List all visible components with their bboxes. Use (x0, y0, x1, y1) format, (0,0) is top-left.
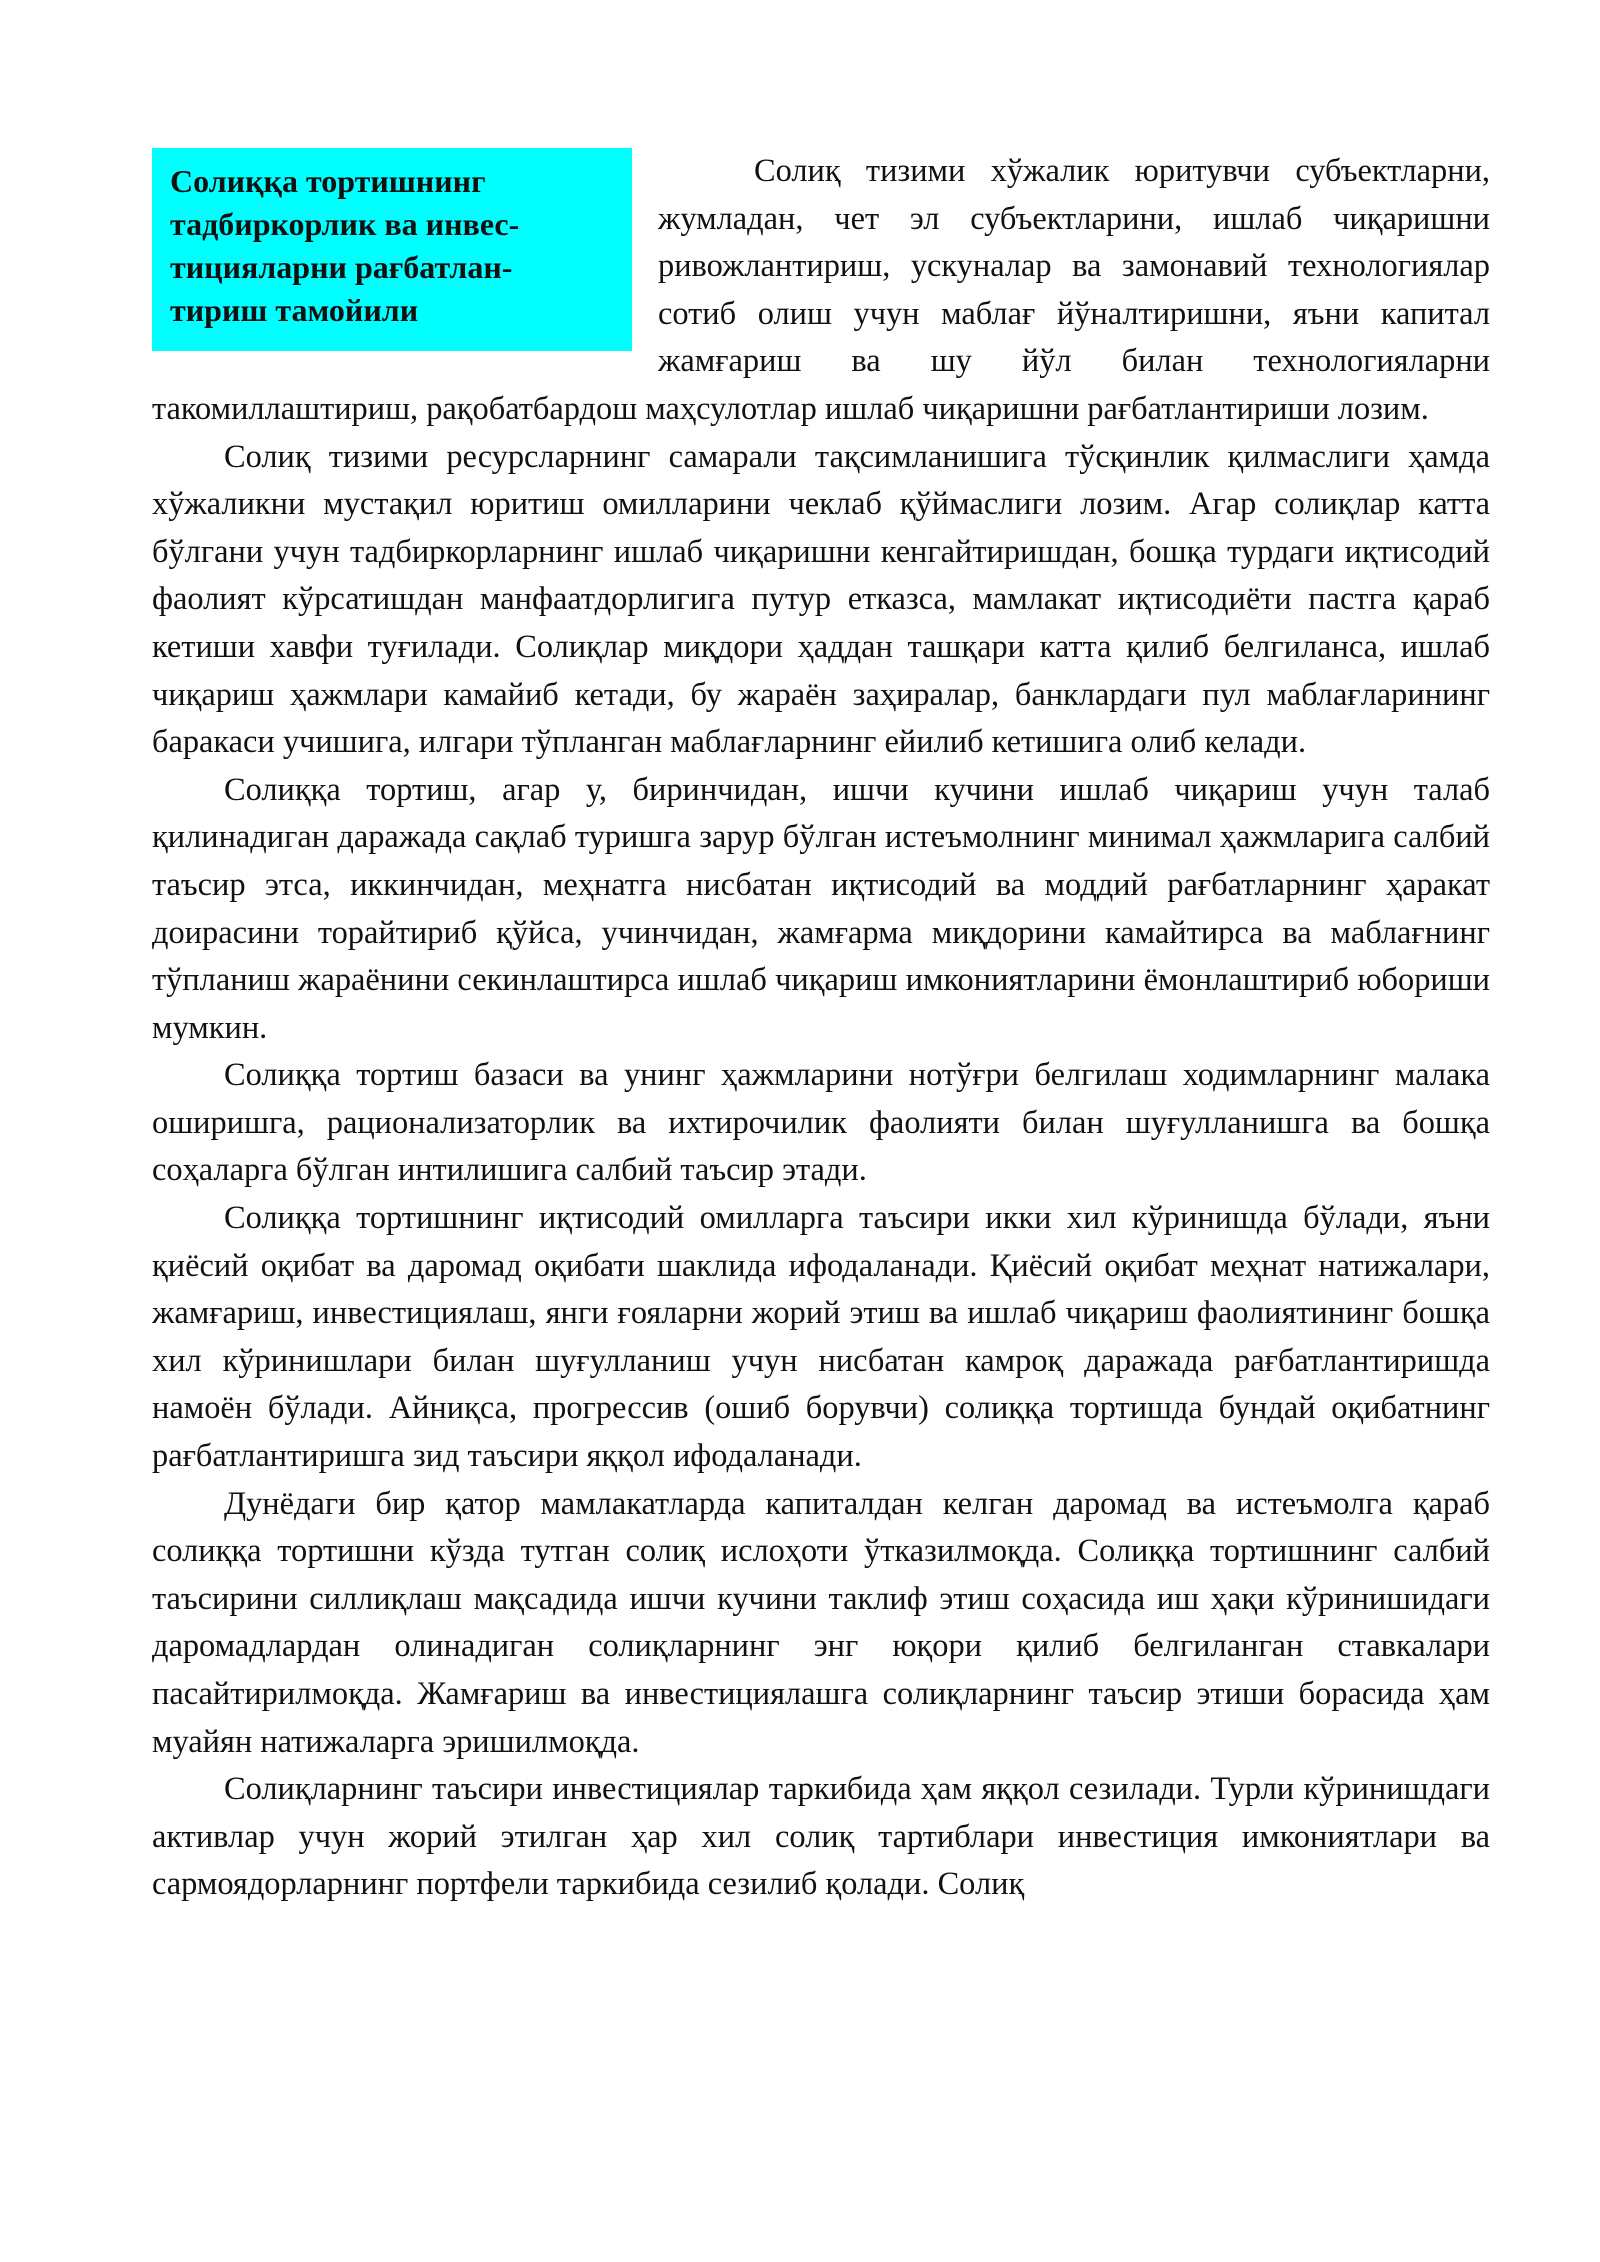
sidebar-heading-line: Солиққа тортишнинг (170, 163, 486, 199)
body-paragraph: Солиққа тортиш, агар у, биринчидан, ишчи кучини ишлаб чиқариш учун талаб қилинадиган даражада сақлаб туришга зарур бўлган истеъмолнинг минимал ҳажмларига салбий таъсир этса, иккинчидан, меҳнатга нисбатан иқтисодий ва моддий рағбатларнинг ҳаракат доирасини торайтириб қўйса, учинчидан, жамғарма миқдорини камайтирса ва маблағнинг тўпланиш жараёнини секинлаштирса ишлаб чиқариш имкониятларини ёмонлаштириб юбориши мумкин. (152, 771, 1490, 1046)
body-paragraph: Дунёдаги бир қатор мамлакатларда капиталдан келган даромад ва истеъмолга қараб солиққа тортишни кўзда тутган солиқ ислоҳоти ўтказилмоқда. Солиққа тортишнинг салбий таъсирини силлиқлаш мақсадида ишчи кучини таклиф этиш соҳасида иш ҳақи кўринишидаги даромадлардан олинадиган солиқларнинг энг юқори қилиб белгиланган ставкалари пасайтирилмоқда. Жамғариш ва инвестициялашга солиқларнинг таъсир этиши борасида ҳам муайян натижаларга эришилмоқда. (152, 1485, 1490, 1760)
sidebar-heading-line: тириш тамойили (170, 292, 419, 328)
sidebar-heading-line: тицияларни рағбатлан- (170, 249, 513, 285)
body-paragraph: Солиқларнинг таъсири инвестициялар таркибида ҳам яққол сезилади. Турли кўринишдаги активлар учун жорий этилган ҳар хил солиқ тартиблари инвестиция имкониятлари ва сармоядорларнинг портфели таркибида сезилиб қолади. Солиқ (152, 1771, 1490, 1903)
body-paragraph: Солиққа тортиш базаси ва унинг ҳажмларини нотўғри белгилаш ходимларнинг малака оширишга, рационализаторлик ва ихтирочилик фаолияти билан шуғулланишга ва бошқа соҳаларга бўлган интилишига салбий таъсир этади. (152, 1057, 1490, 1189)
body-paragraph: Солиққа тортишнинг иқтисодий омилларга таъсири икки хил кўринишда бўлади, яъни қиёсий оқибат ва даромад оқибати шаклида ифодаланади. Қиёсий оқибат меҳнат натижалари, жамғариш, инвестициялаш, янги ғояларни жорий этиш ва ишлаб чиқариш фаолиятининг бошқа хил кўринишлари билан шуғулланиш учун нисбатан камроқ даражада рағбатлантиришда намоён бўлади. Айниқса, прогрессив (ошиб борувчи) солиққа тортишда бундай оқибатнинг рағбатлантиришга зид таъсири яққол ифодаланади. (152, 1200, 1490, 1475)
sidebar-heading-line: тадбиркорлик ва инвес- (170, 206, 520, 242)
section-sidebar-heading (152, 148, 632, 351)
body-paragraph: Солиқ тизими хўжалик юритувчи субъектларни, жумладан, чет эл субъектларини, ишлаб чиқаришни ривожлантириш, ускуналар ва замонавий технологиялар сотиб олиш учун маблағ йўналтиришни, яъни капитал жамғариш ва шу йўл билан технологияларни такомиллаштириш, рақобатбардош маҳсулотлар ишлаб чиқаришни рағбатлантириши лозим. (152, 153, 1490, 427)
body-paragraph: Солиқ тизими ресурсларнинг самарали тақсимланишига тўсқинлик қилмаслиги ҳамда хўжаликни мустақил юритиш омилларини чеклаб қўймаслиги лозим. Агар солиқлар катта бўлгани учун тадбиркорларнинг ишлаб чиқаришни кенгайтиришдан, бошқа турдаги иқтисодий фаолият кўрсатишдан манфаатдорлигига путур етказса, мамлакат иқтисодиёти пастга қараб кетиши хавфи туғилади. Солиқлар миқдори ҳаддан ташқари катта қилиб белгиланса, ишлаб чиқариш ҳажмлари камайиб кетади, бу жараён заҳиралар, банклардаги пул маблағларининг баракаси учишига, илгари тўпланган маблағларнинг ейилиб кетишига олиб келади. (152, 438, 1490, 761)
document-page (152, 148, 1490, 1909)
